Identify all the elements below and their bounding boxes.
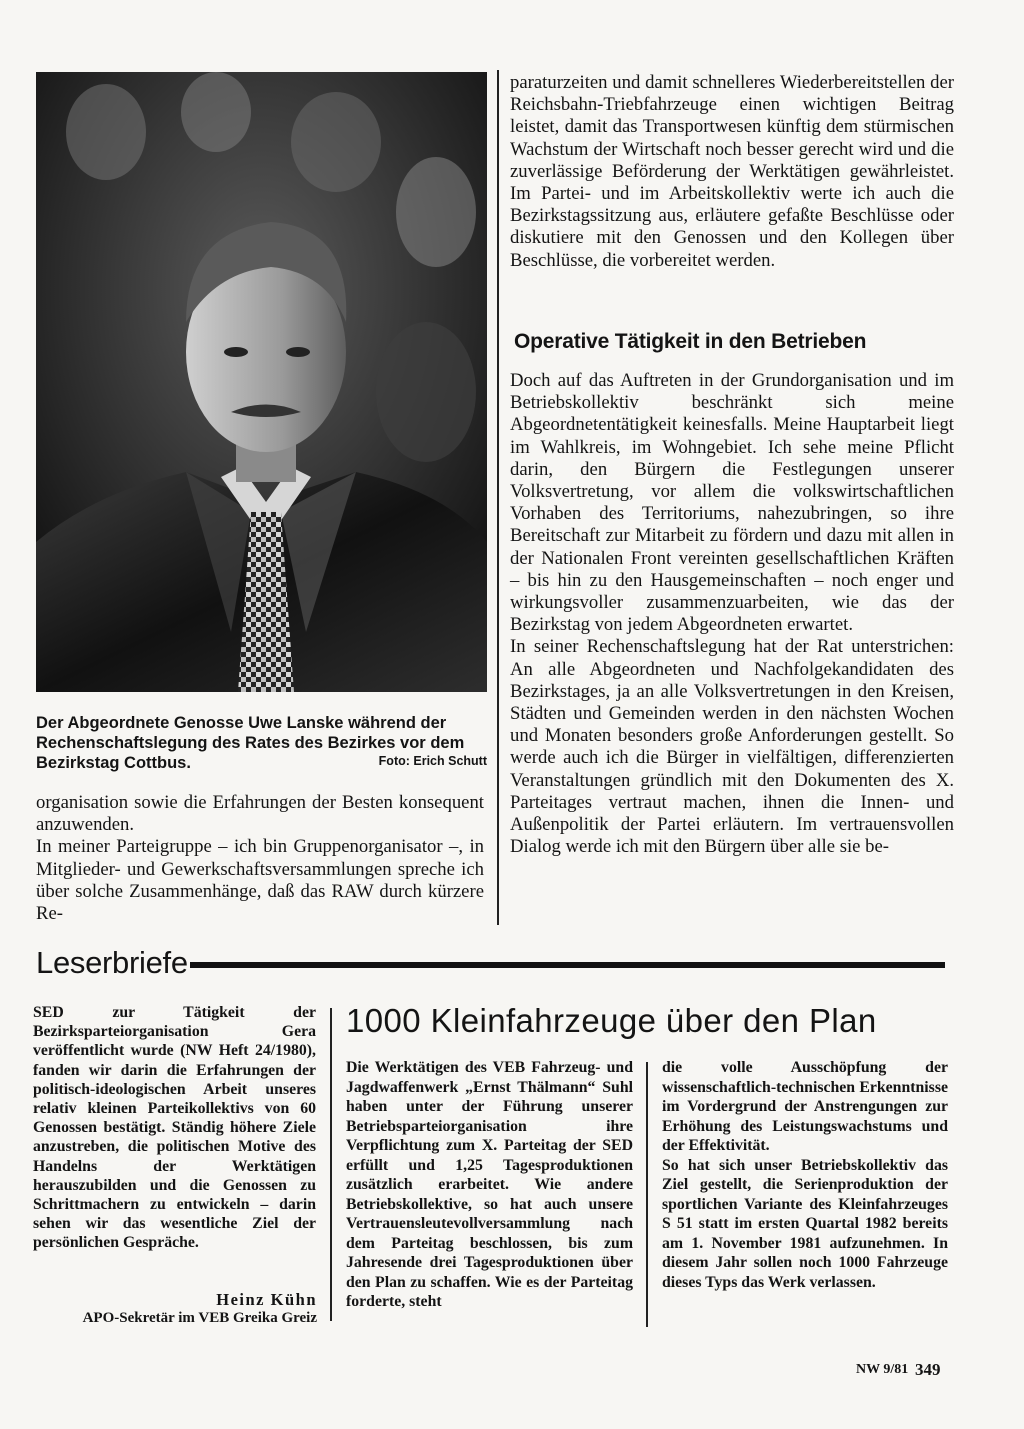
article-left-column [36,792,484,925]
news-divider [646,1062,648,1327]
photo-caption [36,713,487,773]
article-right-column-bottom [510,370,954,858]
article-paragraph: In seiner Rechenschaftslegung hat der Rat unterstrichen: An alle Abgeordneten und Nachfolgekandidaten des Bezirkstages, ja an alle Volksvertretungen in den Kreisen, Städten und Gemeinden werden in den nächsten Wochen und Monaten besonders große Anforderungen gestellt. So werde auch ich die Bürger in vielfältigen, differenzierten Veranstaltungen gründlich mit den Dokumenten des X. Parteitages vertraut machen, ihnen die Innen- und Außenpolitik der Partei erläutern. Im vertrauensvollen Dialog werde ich mit den Bürgern über alle sie be- [510,636,954,858]
letter-author-role: APO-Sekretär im VEB Greika Greiz [82,1310,317,1326]
article-paragraph: organisation sowie die Erfahrungen der Besten konsequent anzuwenden. [36,792,484,836]
letter-divider [330,1008,332,1321]
letter-body: SED zur Tätigkeit der Bezirksparteiorganisation Gera veröffentlicht wurde (NW Heft 24/1980), fanden wir darin die Erfahrungen der politisch-ideologischen Arbeit unseres relativ kleinen Parteikollektivs von 60 Genossen bestätigt. Ständig höhere Ziele anzustreben, die politischen Motive des Handelns der Werktätigen herauszubilden und die Genossen zu Schrittmachern zu entwickeln – darin sehen wir das wesentliche Ziel der persönlichen Gespräche. [33,1004,316,1252]
article-subheading: Operative Tätigkeit in den Betrieben [514,330,867,353]
news-paragraph: So hat sich unser Betriebskollektiv das Ziel gestellt, die Serienproduktion der sportlichen Variante des Kleinfahrzeuges S 51 statt im ersten Quartal 1982 bereits am 1. November 1981 aufzunehmen. In diesem Jahr sollen noch 1000 Fahrzeuge dieses Typs das Werk verlassen. [662,1156,948,1291]
news-column-2 [662,1058,948,1292]
news-paragraph: die volle Ausschöpfung der wissenschaftlich-technischen Erkenntnisse im Vordergrund der Anstrengungen zur Erhöhung des Leistungswachstums und der Effektivität. [662,1059,948,1154]
article-paragraph: paraturzeiten und damit schnelleres Wiederbereitstellen der Reichsbahn-Triebfahrzeuge einen wichtigen Beitrag leistet, damit das Transportwesen künftig dem stürmischen Wachstum der Wirtschaft noch besser gerecht wird und die zuverlässige Beförderung der Werktätigen gewährleistet. Im Partei- und im Arbeitskollektiv werte ich auch die Bezirkstagssitzung aus, erläutere gefaßte Beschlüsse oder diskutiere mit den Genossen und den Kollegen über Beschlüsse, die vorbereitet werden. [510,72,954,271]
article-paragraph: In meiner Parteigruppe – ich bin Gruppenorganisator –, in Mitglieder- und Gewerkschaftsversammlungen spreche ich über solche Zusammenhänge, daß das RAW durch kürzere Re- [36,836,484,925]
caption-text: Der Abgeordnete Genosse Uwe Lanske während der Rechenschaftslegung des Rates des Bezirkes vor dem Bezirkstag Cottbus. [36,714,465,772]
column-divider [497,70,499,925]
article-paragraph: Doch auf das Auftreten in der Grundorganisation und im Betriebskollektiv beschränkt sich meine Abgeordnetentätigkeit keinesfalls. Meine Hauptarbeit liegt im Wahlkreis, im Wohngebiet. Ich sehe meine Pflicht darin, den Bürgern die Festlegungen unserer Volksvertretung, vor allem die volkswirtschaftlichen Vorhaben des Territoriums, nahezubringen, so ihre Bereitschaft zur Mitarbeit zu fördern und dazu mit allen in der Nationalen Front vereinten gesellschaftlichen Kräften – bis hin zu den Hausgemeinschaften – noch enger und wirkungsvoller zusammenzuarbeiten, wie das der Bezirkstag von jedem Abgeordneten erwartet. [510,370,954,636]
photo-credit: Foto: Erich Schutt [378,754,487,768]
article-right-column-top [510,72,954,272]
portrait-photo [36,72,487,692]
section-title: Leserbriefe [36,945,188,980]
news-column-1: Die Werktätigen des VEB Fahrzeug- und Jagdwaffenwerk „Ernst Thälmann“ Suhl haben unter der Führung unserer Betriebsparteiorganisation ihre Verpflichtung zum X. Parteitag der SED erfüllt und 1,25 Tagesproduktionen zusätzlich erarbeitet. Wie andere Betriebskollektive, so hat auch unsere Vertrauensleutevollversammlung nach dem Parteitag beschlossen, bis zum Jahresende drei Tagesproduktionen über den Plan zu schaffen. Wie es der Parteitag forderte, steht [346,1059,633,1310]
letter-author: Heinz Kühn [216,1290,317,1309]
issue-code: NW 9/81 [856,1362,909,1377]
news-headline: 1000 Kleinfahrzeuge über den Plan [346,1002,877,1039]
page-number: 349 [915,1360,941,1379]
section-rule [190,962,945,968]
